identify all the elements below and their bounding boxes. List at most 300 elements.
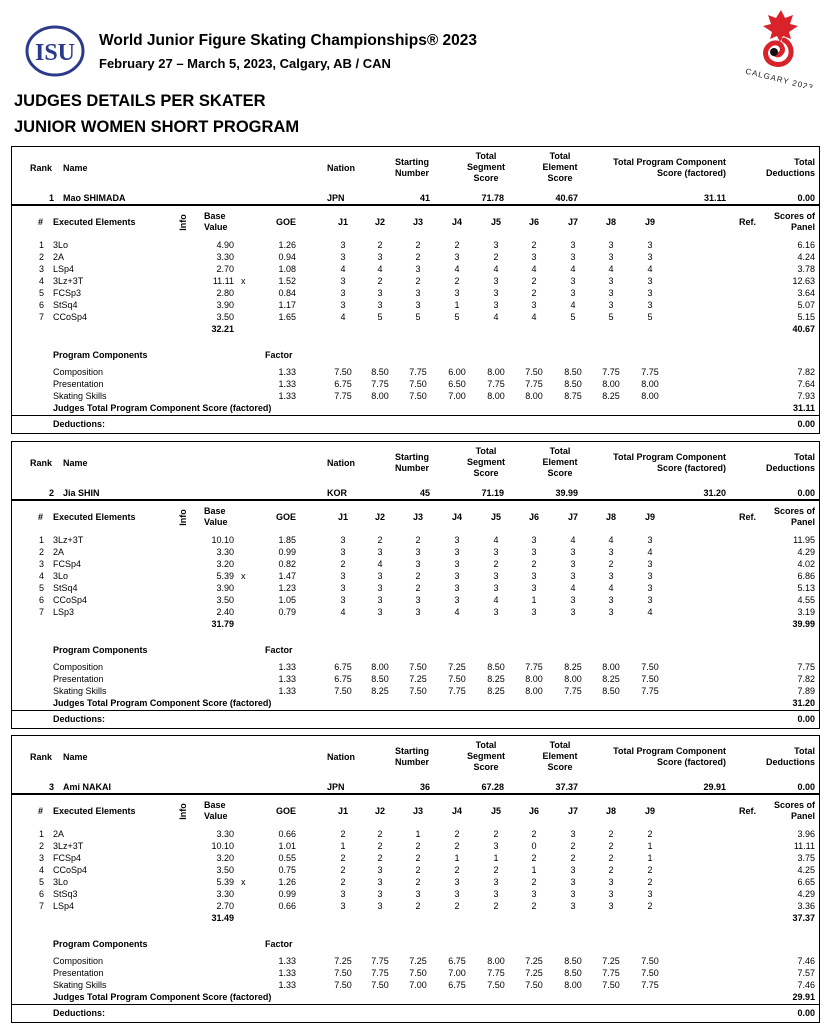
executed-elements-header: Executed Elements [53,806,136,816]
component-judge-score: 7.75 [602,968,620,978]
element-judge-score: 2 [647,829,653,839]
element-judge-score: 2 [377,240,383,250]
element-judge-score: 3 [531,889,537,899]
element-panel-score: 5.07 [797,300,815,310]
element-base-value: 2.80 [216,288,234,298]
component-judge-score: 7.25 [334,956,352,966]
tes-header: Total Element Score [542,446,578,478]
calgary-logo-text: CALGARY 2023 [744,66,815,88]
pcs-value: 29.91 [703,782,726,792]
element-judge-score: 5 [415,312,421,322]
component-judge-score: 8.00 [525,674,543,684]
element-code: 3Lo [53,877,69,887]
component-name: Skating Skills [53,686,107,696]
element-judge-score: 2 [415,853,421,863]
element-judge-score: 4 [531,264,537,274]
component-judge-score: 7.50 [334,980,352,990]
element-judge-score: 2 [493,559,499,569]
element-judge-score: 2 [570,841,576,851]
element-base-value: 11.11 [212,276,234,286]
element-judge-score: 2 [454,865,460,875]
element-judge-score: 4 [377,264,383,274]
element-judge-score: 3 [415,559,421,569]
element-base-value: 3.90 [216,300,234,310]
element-judge-score: 4 [570,535,576,545]
element-judge-score: 3 [570,607,576,617]
element-judge-score: 1 [531,595,537,605]
component-name: Presentation [53,674,104,684]
element-judge-score: 3 [647,240,653,250]
component-judge-score: 8.00 [641,379,659,389]
component-factor: 1.33 [278,391,296,401]
element-panel-score: 5.15 [797,312,815,322]
element-number: 3 [38,559,44,569]
element-goe: 1.26 [278,877,296,887]
element-goe: 0.79 [278,607,296,617]
component-judge-score: 8.00 [602,662,620,672]
element-judge-score: 3 [377,877,383,887]
tes-header: Total Element Score [542,740,578,772]
component-judge-score: 7.50 [371,980,389,990]
component-judge-score: 6.75 [334,662,352,672]
element-judge-score: 2 [531,288,537,298]
element-judge-score: 3 [454,571,460,581]
element-judge-score: 2 [531,877,537,887]
base-value-header: Base Value [204,800,228,821]
element-number-header: # [38,512,44,522]
element-judge-score: 2 [608,853,614,863]
element-goe: 1.05 [278,595,296,605]
tpcs-header: Total Program Component Score (factored) [613,746,726,767]
deductions-value: 0.00 [797,193,815,203]
element-judge-score: 3 [570,559,576,569]
starting-number-header: Starting Number [394,746,429,767]
component-judge-score: 8.50 [564,968,582,978]
component-judge-score: 8.50 [564,379,582,389]
element-judge-score: 3 [570,889,576,899]
element-judge-score: 3 [608,252,614,262]
component-factor: 1.33 [278,968,296,978]
element-number: 6 [38,889,44,899]
element-judge-score: 3 [415,288,421,298]
judge-header-1: J1 [337,217,348,227]
element-code: LSp3 [53,607,75,617]
program-components-header: Program Components [53,939,148,949]
judge-header-9: J9 [644,217,655,227]
element-number: 5 [38,583,44,593]
element-judge-score: 2 [415,865,421,875]
judge-header-5: J5 [490,217,501,227]
element-judge-score: 2 [454,276,460,286]
component-panel-score: 7.82 [797,674,815,684]
element-judge-score: 3 [340,571,346,581]
component-judge-score: 7.25 [448,662,466,672]
goe-header: GOE [275,512,296,522]
judge-header-9: J9 [644,512,655,522]
element-base-value: 2.40 [216,607,234,617]
element-goe: 0.94 [278,252,296,262]
info-header: Info [177,803,188,820]
skater-block [11,735,820,1023]
component-judge-score: 7.75 [525,662,543,672]
element-code: 3Lo [53,240,69,250]
tss-value: 71.78 [481,193,504,203]
component-judge-score: 8.50 [371,674,389,684]
element-judge-score: 2 [454,240,460,250]
component-factor: 1.33 [278,980,296,990]
element-number: 1 [38,240,44,250]
element-judge-score: 3 [340,252,346,262]
judge-header-6: J6 [528,806,539,816]
element-judge-score: 4 [531,312,537,322]
element-goe: 1.85 [278,535,296,545]
tes-value: 37.37 [555,782,578,792]
component-judge-score: 8.25 [371,686,389,696]
component-factor: 1.33 [278,956,296,966]
scores-of-panel-header: Scores of Panel [773,800,815,821]
tes-header: Total Element Score [542,151,578,183]
element-panel-score: 3.78 [797,264,815,274]
judge-header-7: J7 [567,806,578,816]
pcs-value: 31.11 [703,193,726,203]
tss-value: 71.19 [481,488,504,498]
elements-score-total: 39.99 [792,619,815,629]
name-header: Name [63,752,88,762]
element-judge-score: 2 [415,901,421,911]
rank-value: 3 [48,782,54,792]
element-judge-score: 3 [340,595,346,605]
tes-value: 40.67 [555,193,578,203]
component-panel-score: 7.64 [797,379,815,389]
element-judge-score: 3 [570,829,576,839]
rank-value: 1 [48,193,54,203]
element-number: 5 [38,288,44,298]
component-judge-score: 7.50 [641,662,659,672]
element-number-header: # [38,217,44,227]
isu-logo [23,25,87,77]
element-judge-score: 4 [493,264,499,274]
element-judge-score: 1 [340,841,346,851]
element-judge-score: 2 [340,877,346,887]
element-judge-score: 4 [570,583,576,593]
element-number: 3 [38,853,44,863]
element-judge-score: 2 [340,829,346,839]
component-judge-score: 7.50 [602,980,620,990]
element-judge-score: 3 [377,607,383,617]
element-code: StSq4 [53,300,78,310]
element-judge-score: 3 [531,535,537,545]
element-judge-score: 4 [647,547,653,557]
element-number: 2 [38,547,44,557]
element-judge-score: 3 [493,300,499,310]
element-base-value: 2.70 [216,264,234,274]
component-judge-score: 7.75 [602,367,620,377]
component-judge-score: 8.00 [564,980,582,990]
element-judge-score: 3 [531,300,537,310]
element-number: 4 [38,865,44,875]
element-number: 6 [38,595,44,605]
judge-header-7: J7 [567,512,578,522]
element-base-value: 3.30 [216,252,234,262]
element-judge-score: 2 [493,901,499,911]
element-judge-score: 4 [608,535,614,545]
element-panel-score: 11.11 [793,841,815,851]
report-title: JUDGES DETAILS PER SKATER [14,92,266,110]
component-judge-score: 7.00 [409,980,427,990]
element-judge-score: 2 [608,829,614,839]
deductions-value: 0.00 [797,488,815,498]
element-goe: 0.75 [278,865,296,875]
component-judge-score: 7.00 [448,391,466,401]
goe-header: GOE [275,217,296,227]
starting-number-value: 36 [419,782,430,792]
base-value-header: Base Value [204,211,228,232]
element-judge-score: 3 [377,571,383,581]
element-judge-score: 3 [647,583,653,593]
judge-header-6: J6 [528,512,539,522]
judges-total-pcs-value: 31.11 [792,403,815,413]
judges-total-pcs-value: 31.20 [792,698,815,708]
component-judge-score: 7.00 [448,968,466,978]
element-judge-score: 3 [340,288,346,298]
component-judge-score: 8.50 [564,956,582,966]
element-judge-score: 3 [570,547,576,557]
element-judge-score: 3 [340,535,346,545]
element-judge-score: 1 [415,829,421,839]
element-goe: 0.99 [278,547,296,557]
component-judge-score: 7.75 [487,379,505,389]
element-info-flag: x [241,276,246,286]
element-code: LSp4 [53,901,75,911]
component-panel-score: 7.57 [797,968,815,978]
element-judge-score: 3 [493,889,499,899]
element-judge-score: 2 [340,559,346,569]
deductions-total-value: 0.00 [797,1008,815,1018]
element-judge-score: 1 [647,853,653,863]
element-goe: 1.47 [278,571,296,581]
element-code: 2A [53,547,65,557]
element-judge-score: 3 [454,595,460,605]
elements-score-total: 40.67 [792,324,815,334]
component-judge-score: 7.25 [409,956,427,966]
element-judge-score: 2 [531,901,537,911]
element-info-flag: x [241,877,246,887]
element-judge-score: 3 [340,889,346,899]
element-judge-score: 5 [647,312,653,322]
component-judge-score: 8.00 [487,367,505,377]
judge-header-5: J5 [490,806,501,816]
element-goe: 1.01 [278,841,296,851]
component-judge-score: 7.50 [525,367,543,377]
component-judge-score: 7.75 [409,367,427,377]
judge-header-6: J6 [528,217,539,227]
tpcs-header: Total Program Component Score (factored) [613,157,726,178]
component-panel-score: 7.82 [797,367,815,377]
element-judge-score: 1 [493,853,499,863]
element-judge-score: 3 [647,559,653,569]
element-judge-score: 2 [415,571,421,581]
element-judge-score: 3 [531,607,537,617]
element-judge-score: 2 [377,535,383,545]
element-code: FCSp4 [53,853,82,863]
component-judge-score: 7.75 [371,968,389,978]
component-judge-score: 7.50 [409,391,427,401]
component-judge-score: 7.50 [409,686,427,696]
component-judge-score: 8.00 [602,379,620,389]
element-panel-score: 11.95 [793,535,815,545]
element-judge-score: 3 [340,276,346,286]
element-judge-score: 2 [415,583,421,593]
executed-elements-header: Executed Elements [53,217,136,227]
element-judge-score: 1 [647,841,653,851]
element-judge-score: 3 [608,901,614,911]
element-code: 3Lz+3T [53,841,84,851]
tes-value: 39.99 [555,488,578,498]
component-judge-score: 7.75 [564,686,582,696]
component-judge-score: 8.00 [487,956,505,966]
element-judge-score: 3 [608,877,614,887]
element-judge-score: 3 [570,877,576,887]
element-judge-score: 3 [377,595,383,605]
component-judge-score: 8.00 [641,391,659,401]
element-goe: 0.84 [278,288,296,298]
element-panel-score: 6.16 [797,240,815,250]
judge-header-2: J2 [374,806,385,816]
judges-total-pcs-label: Judges Total Program Component Score (factored) [53,698,272,708]
element-goe: 1.08 [278,264,296,274]
element-judge-score: 3 [415,607,421,617]
element-judge-score: 3 [493,607,499,617]
element-judge-score: 3 [647,889,653,899]
element-judge-score: 3 [647,252,653,262]
component-judge-score: 7.50 [487,980,505,990]
tss-header: Total Segment Score [466,151,505,183]
element-goe: 1.23 [278,583,296,593]
element-judge-score: 3 [570,595,576,605]
element-base-value: 3.50 [216,312,234,322]
element-judge-score: 4 [377,559,383,569]
component-panel-score: 7.46 [797,980,815,990]
starting-number-value: 45 [419,488,430,498]
judge-header-9: J9 [644,806,655,816]
element-panel-score: 4.02 [797,559,815,569]
element-judge-score: 2 [415,240,421,250]
judges-total-pcs-label: Judges Total Program Component Score (factored) [53,403,272,413]
component-judge-score: 7.50 [409,379,427,389]
element-goe: 0.82 [278,559,296,569]
tpcs-header: Total Program Component Score (factored) [613,452,726,473]
element-base-value: 4.90 [216,240,234,250]
rank-value: 2 [48,488,54,498]
element-judge-score: 5 [608,312,614,322]
element-number: 7 [38,901,44,911]
component-judge-score: 8.50 [487,662,505,672]
element-judge-score: 2 [570,853,576,863]
event-title: JUNIOR WOMEN SHORT PROGRAM [14,118,300,136]
element-judge-score: 3 [570,240,576,250]
starting-number-header: Starting Number [394,452,429,473]
element-number: 2 [38,252,44,262]
element-judge-score: 3 [647,595,653,605]
rank-header: Rank [30,163,53,173]
element-panel-score: 4.25 [797,865,815,875]
element-judge-score: 3 [454,583,460,593]
element-judge-score: 3 [493,288,499,298]
element-judge-score: 3 [340,240,346,250]
element-judge-score: 3 [647,276,653,286]
championship-title: World Junior Figure Skating Championships® 2023 [99,32,478,49]
element-judge-score: 3 [647,535,653,545]
component-judge-score: 7.50 [334,968,352,978]
element-info-flag: x [241,571,246,581]
element-judge-score: 3 [570,865,576,875]
element-judge-score: 3 [608,889,614,899]
component-judge-score: 7.25 [602,956,620,966]
element-judge-score: 3 [608,595,614,605]
component-judge-score: 7.50 [334,686,352,696]
element-judge-score: 3 [608,547,614,557]
element-judge-score: 3 [531,583,537,593]
element-base-value: 3.30 [216,829,234,839]
skater-block [11,146,820,434]
element-judge-score: 3 [377,865,383,875]
element-judge-score: 4 [493,535,499,545]
component-judge-score: 8.25 [602,391,620,401]
element-goe: 1.17 [278,300,296,310]
element-judge-score: 2 [377,276,383,286]
element-judge-score: 3 [647,571,653,581]
component-panel-score: 7.93 [797,391,815,401]
component-factor: 1.33 [278,674,296,684]
component-judge-score: 7.75 [334,391,352,401]
element-judge-score: 2 [493,252,499,262]
element-judge-score: 3 [340,547,346,557]
divider [12,1004,819,1005]
component-judge-score: 7.50 [525,980,543,990]
element-judge-score: 3 [570,901,576,911]
component-judge-score: 7.50 [409,662,427,672]
nation-header: Nation [327,752,355,762]
element-judge-score: 3 [493,841,499,851]
component-judge-score: 8.00 [564,674,582,684]
component-factor: 1.33 [278,379,296,389]
judge-header-8: J8 [605,217,616,227]
divider [12,415,819,416]
element-base-value: 3.50 [216,595,234,605]
total-deductions-header: Total Deductions [765,746,815,767]
element-judge-score: 2 [454,901,460,911]
element-judge-score: 2 [531,853,537,863]
component-judge-score: 7.75 [525,379,543,389]
element-panel-score: 4.55 [797,595,815,605]
tss-header: Total Segment Score [466,446,505,478]
element-judge-score: 3 [608,288,614,298]
element-judge-score: 4 [647,607,653,617]
component-panel-score: 7.46 [797,956,815,966]
element-code: LSp4 [53,264,75,274]
component-judge-score: 7.75 [371,956,389,966]
element-judge-score: 2 [531,276,537,286]
deductions-value: 0.00 [797,782,815,792]
element-judge-score: 2 [647,877,653,887]
element-judge-score: 3 [647,288,653,298]
element-judge-score: 3 [454,547,460,557]
component-judge-score: 8.50 [602,686,620,696]
total-deductions-header: Total Deductions [765,452,815,473]
element-judge-score: 3 [415,595,421,605]
component-name: Presentation [53,968,104,978]
judge-header-4: J4 [451,217,462,227]
